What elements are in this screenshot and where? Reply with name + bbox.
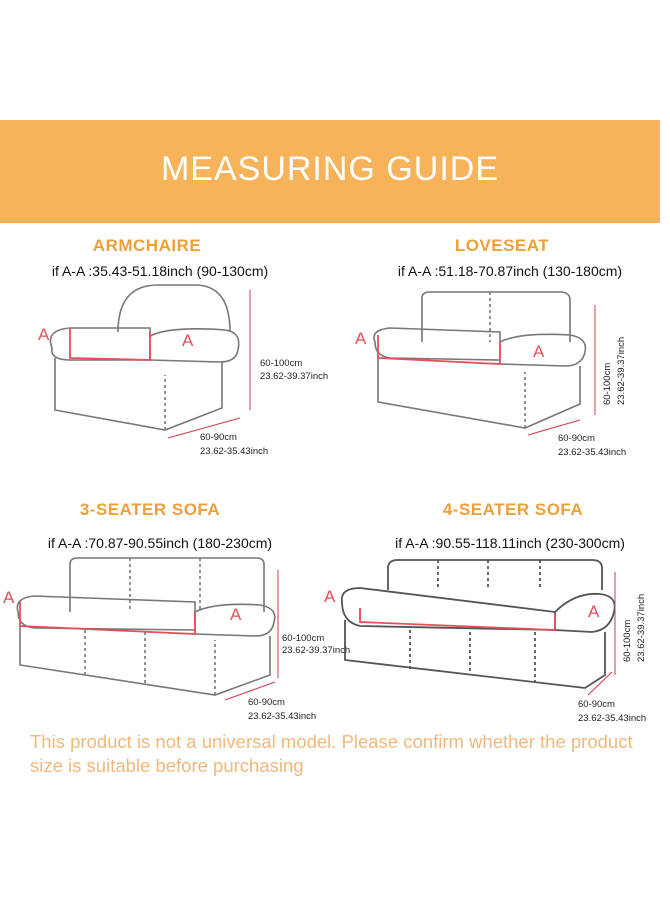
depth-cm: 60-90cm [248,697,285,708]
armchair-range: if A-A :35.43-51.18inch (90-130cm) [51,263,269,279]
height-cm: 60-100cm [622,619,633,662]
loveseat-range: if A-A :51.18-70.87inch (130-180cm) [397,263,623,279]
four-seater-range: if A-A :90.55-118.11inch (230-300cm) [395,535,625,551]
depth-in: 23.62-35.43inch [248,711,317,722]
three-seater-diagram [0,550,351,730]
a-label-right: A [230,605,242,624]
height-cm: 60-100cm [602,362,613,405]
loveseat-diagram [330,280,660,465]
four-seater-diagram [324,550,660,730]
three-seater-title: 3-SEATER SOFA [79,500,221,519]
height-in: 23.62-39.37inch [636,593,647,662]
armchair-title: ARMCHAIRE [92,236,202,255]
page-title: MEASURING GUIDE [160,150,500,188]
height-cm: 60-100cm [260,358,303,369]
a-label-right: A [533,342,545,361]
depth-cm: 60-90cm [578,699,615,710]
a-label-right: A [588,602,600,621]
a-label-left: A [38,325,50,344]
four-seater-title: 4-SEATER SOFA [442,500,584,519]
depth-in: 23.62-35.43inch [578,713,647,724]
depth-in: 23.62-35.43inch [558,447,627,458]
depth-cm: 60-90cm [200,432,237,443]
height-cm: 60-100cm [282,633,325,644]
disclaimer-note: This product is not a universal model. Please confirm whether the product size is suitable before purchasing [30,731,633,776]
a-label-left: A [3,588,15,607]
height-in: 23.62-39.37inch [282,645,351,656]
armchair-diagram [0,280,330,465]
a-label-right: A [182,331,194,350]
header-banner [0,120,660,223]
a-label-left: A [324,587,336,606]
depth-in: 23.62-35.43inch [200,446,269,457]
three-seater-range: if A-A :70.87-90.55inch (180-230cm) [47,535,273,551]
a-label-left: A [355,329,367,348]
depth-cm: 60-90cm [558,433,595,444]
height-in: 23.62-39.37inch [616,336,627,405]
height-in: 23.62-39.37inch [260,371,329,382]
loveseat-title: LOVESEAT [454,236,550,255]
